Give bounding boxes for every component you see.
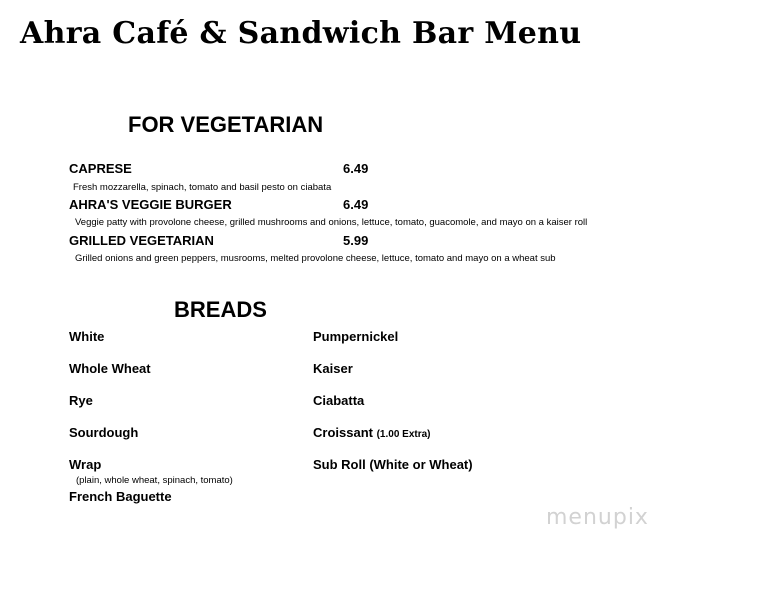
bread-item-ciabatta: Ciabatta (313, 393, 365, 408)
bread-item-sub-roll: Sub Roll (White or Wheat) (313, 457, 473, 472)
menu-item-name: CAPRESE (69, 161, 132, 176)
wrap-options-note: (plain, whole wheat, spinach, tomato) (76, 475, 233, 486)
bread-item-sourdough: Sourdough (69, 425, 139, 440)
menu-item-price: 5.99 (343, 233, 369, 248)
bread-item-wrap: Wrap (69, 457, 102, 472)
bread-item-french-baguette: French Baguette (69, 489, 172, 504)
bread-item-white: White (69, 329, 105, 344)
bread-item-whole-wheat: Whole Wheat (69, 361, 151, 376)
menu-item-description: Veggie patty with provolone cheese, grilled mushrooms and onions, lettuce, tomato, guacomole, and mayo on a kaiser roll (75, 217, 588, 228)
bread-item-kaiser: Kaiser (313, 361, 353, 376)
menu-item-description: Grilled onions and green peppers, musrooms, melted provolone cheese, lettuce, tomato and mayo on a wheat sub (75, 253, 556, 264)
page-title: Ahra Café & Sandwich Bar Menu (20, 16, 582, 51)
menu-item-price: 6.49 (343, 197, 369, 212)
vegetarian-heading: FOR VEGETARIAN (128, 112, 324, 137)
menu-item-name: GRILLED VEGETARIAN (69, 233, 214, 248)
menu-item-price: 6.49 (343, 161, 369, 176)
croissant-extra-note: (1.00 Extra) (376, 429, 431, 440)
bread-item-pumpernickel: Pumpernickel (313, 329, 399, 344)
croissant-label: Croissant (313, 425, 373, 440)
bread-item-rye: Rye (69, 393, 93, 408)
menu-item-description: Fresh mozzarella, spinach, tomato and basil pesto on ciabata (73, 182, 332, 193)
menu-item-name: AHRA'S VEGGIE BURGER (69, 197, 232, 212)
breads-heading: BREADS (174, 297, 267, 322)
menupix-watermark: menupix (546, 505, 649, 530)
bread-item-croissant (313, 425, 431, 440)
